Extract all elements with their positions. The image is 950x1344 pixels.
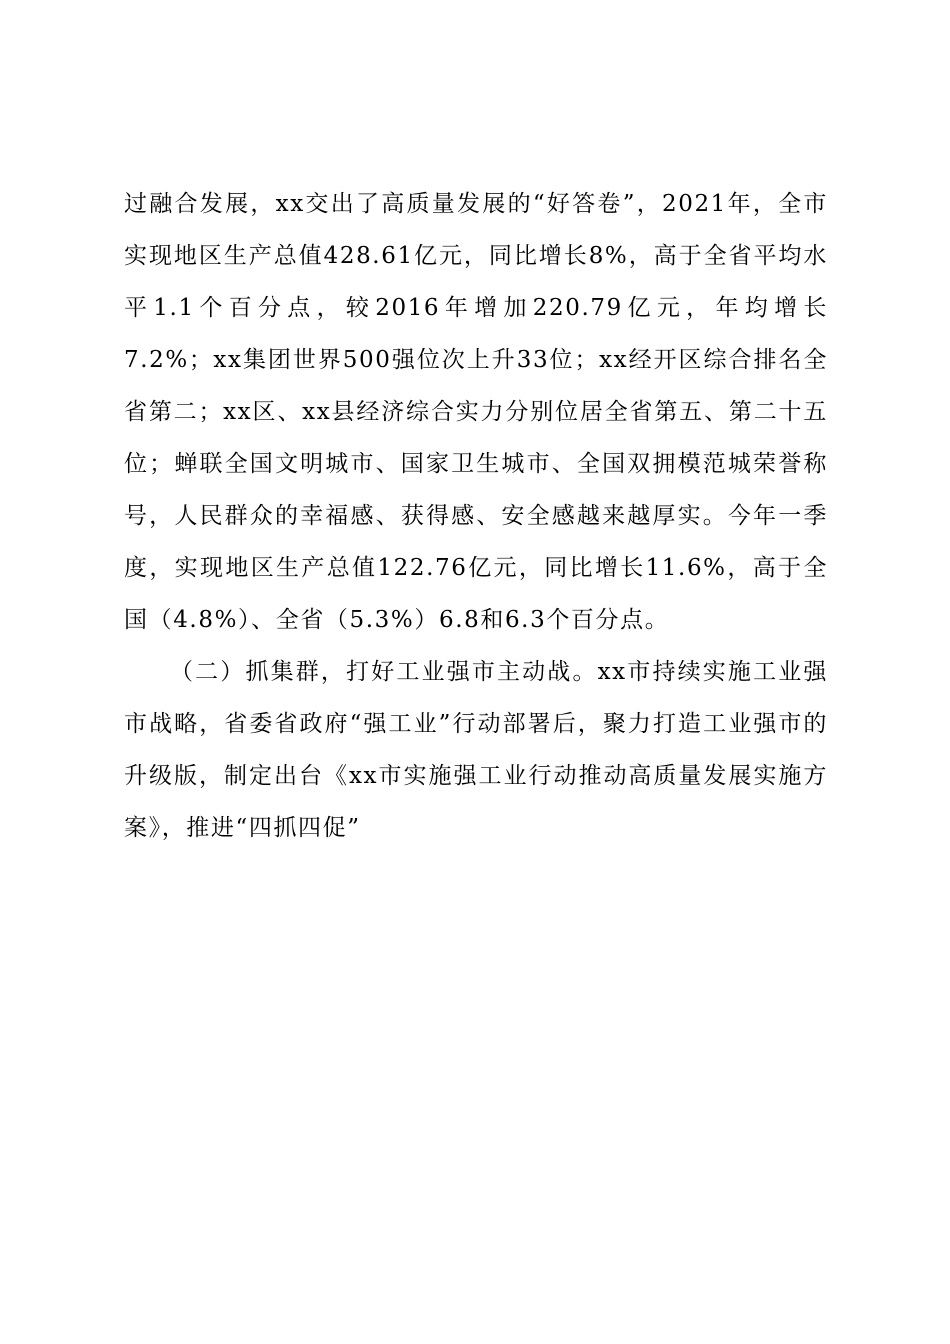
document-body bbox=[124, 178, 828, 854]
paragraph-industrial-cluster: （二）抓集群，打好工业强市主动战。xx市持续实施工业强市战略，省委省政府“强工业”行动部署后，聚力打造工业强市的升级版，制定出台《xx市实施强工业行动推动高质量发展实施方案》，推进“四抓四促” bbox=[124, 659, 828, 841]
paragraph-economic-results: 过融合发展，xx交出了高质量发展的“好答卷”，2021年，全市实现地区生产总值428.61亿元，同比增长8%，高于全省平均水平1.1个百分点，较2016年增加220.79亿元，年均增长7.2%；xx集团世界500强位次上升33位；xx经开区综合排名全省第二；xx区、xx县经济综合实力分别位居全省第五、第二十五位；蝉联全国文明城市、国家卫生城市、全国双拥模范城荣誉称号，人民群众的幸福感、获得感、安全感越来越厚实。今年一季度，实现地区生产总值122.76亿元，同比增长11.6%，高于全国（4.8%）、全省（5.3%）6.8和6.3个百分点。 bbox=[124, 191, 828, 633]
